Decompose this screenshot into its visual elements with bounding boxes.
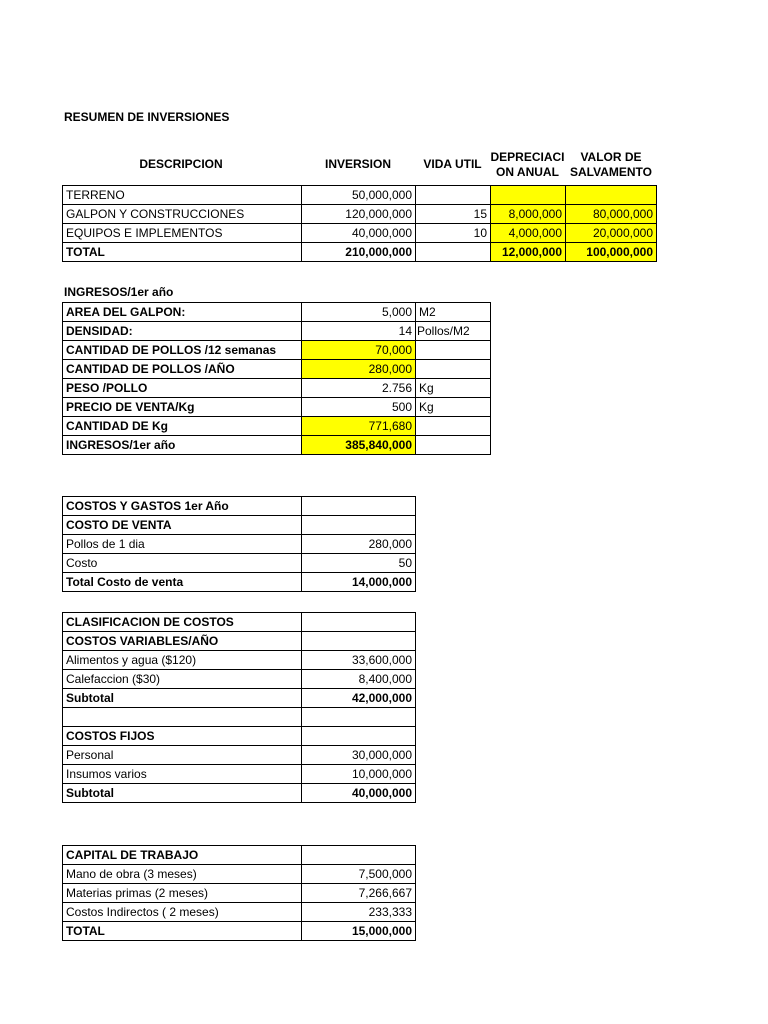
cell-label: Subtotal bbox=[63, 689, 302, 708]
cell-unit: Kg bbox=[416, 379, 491, 398]
table-row bbox=[63, 205, 657, 224]
cell-label: INGRESOS/1er año bbox=[63, 436, 302, 455]
cell-value bbox=[302, 497, 416, 516]
cell-salvamento bbox=[566, 186, 657, 205]
table-row bbox=[63, 516, 416, 535]
header-salvamento-line1: VALOR DE bbox=[580, 150, 642, 164]
cell-salvamento: 80,000,000 bbox=[566, 205, 657, 224]
table-row bbox=[63, 322, 491, 341]
cell-value: 7,266,667 bbox=[302, 884, 416, 903]
table-row bbox=[63, 765, 416, 784]
header-salvamento bbox=[566, 150, 656, 180]
cell-value: 280,000 bbox=[302, 360, 416, 379]
cell-vida bbox=[416, 186, 491, 205]
cell-label bbox=[63, 708, 302, 727]
cell-value: 7,500,000 bbox=[302, 865, 416, 884]
cell-label: CLASIFICACION DE COSTOS bbox=[63, 613, 302, 632]
costos-venta-table bbox=[62, 496, 416, 592]
table-row bbox=[63, 554, 416, 573]
cell-value: 8,400,000 bbox=[302, 670, 416, 689]
header-vida-util: VIDA UTIL bbox=[423, 157, 482, 171]
table-row-total bbox=[63, 573, 416, 592]
cell-desc: TERRENO bbox=[63, 186, 302, 205]
table-row bbox=[63, 341, 491, 360]
table-row bbox=[63, 303, 491, 322]
cell-value bbox=[302, 727, 416, 746]
table-row bbox=[63, 379, 491, 398]
header-depreciacion-line2: ON ANUAL bbox=[496, 165, 559, 179]
cell-desc: TOTAL bbox=[63, 243, 302, 262]
cell-inversion: 40,000,000 bbox=[302, 224, 416, 243]
cell-depreciacion: 12,000,000 bbox=[491, 243, 566, 262]
table-row-empty bbox=[63, 708, 416, 727]
ingresos-title: INGRESOS/1er año bbox=[64, 285, 174, 299]
table-row bbox=[63, 846, 416, 865]
cell-label: CANTIDAD DE Kg bbox=[63, 417, 302, 436]
cell-label: TOTAL bbox=[63, 922, 302, 941]
header-inversion: INVERSION bbox=[324, 157, 391, 171]
cell-depreciacion bbox=[491, 186, 566, 205]
cell-inversion: 120,000,000 bbox=[302, 205, 416, 224]
cell-unit: Kg bbox=[416, 398, 491, 417]
cell-label: Alimentos y agua ($120) bbox=[63, 651, 302, 670]
table-row bbox=[63, 903, 416, 922]
cell-value: 30,000,000 bbox=[302, 746, 416, 765]
cell-unit bbox=[416, 417, 491, 436]
cell-depreciacion: 8,000,000 bbox=[491, 205, 566, 224]
cell-vida: 10 bbox=[416, 224, 491, 243]
table-row-total bbox=[63, 922, 416, 941]
table-row bbox=[63, 613, 416, 632]
cell-label: Costos Indirectos ( 2 meses) bbox=[63, 903, 302, 922]
cell-inversion: 50,000,000 bbox=[302, 186, 416, 205]
cell-depreciacion: 4,000,000 bbox=[491, 224, 566, 243]
cell-value: 70,000 bbox=[302, 341, 416, 360]
cell-value bbox=[302, 632, 416, 651]
cell-value: 500 bbox=[302, 398, 416, 417]
cell-value: 233,333 bbox=[302, 903, 416, 922]
cell-label: Pollos de 1 dia bbox=[63, 535, 302, 554]
cell-value: 385,840,000 bbox=[302, 436, 416, 455]
ingresos-table bbox=[62, 302, 491, 455]
cell-value bbox=[302, 613, 416, 632]
cell-unit bbox=[416, 341, 491, 360]
cell-desc: EQUIPOS E IMPLEMENTOS bbox=[63, 224, 302, 243]
table-row bbox=[63, 670, 416, 689]
cell-value: 42,000,000 bbox=[302, 689, 416, 708]
cell-value: 2.756 bbox=[302, 379, 416, 398]
cell-value bbox=[302, 846, 416, 865]
cell-label: CANTIDAD DE POLLOS /AÑO bbox=[63, 360, 302, 379]
cell-label: Total Costo de venta bbox=[63, 573, 302, 592]
table-row bbox=[63, 651, 416, 670]
header-depreciacion bbox=[490, 150, 565, 180]
cell-vida: 15 bbox=[416, 205, 491, 224]
cell-value: 15,000,000 bbox=[302, 922, 416, 941]
cell-salvamento: 20,000,000 bbox=[566, 224, 657, 243]
cell-label: Costo bbox=[63, 554, 302, 573]
cell-value: 5,000 bbox=[302, 303, 416, 322]
cell-unit bbox=[416, 360, 491, 379]
cell-label: COSTOS Y GASTOS 1er Año bbox=[63, 497, 302, 516]
cell-value: 40,000,000 bbox=[302, 784, 416, 803]
cell-label: Personal bbox=[63, 746, 302, 765]
cell-label: Calefaccion ($30) bbox=[63, 670, 302, 689]
cell-label: COSTOS VARIABLES/AÑO bbox=[63, 632, 302, 651]
cell-value: 50 bbox=[302, 554, 416, 573]
cell-label: COSTOS FIJOS bbox=[63, 727, 302, 746]
table-row bbox=[63, 884, 416, 903]
header-descripcion: DESCRIPCION bbox=[139, 157, 223, 171]
cell-unit: M2 bbox=[416, 303, 491, 322]
table-row bbox=[63, 186, 657, 205]
table-row bbox=[63, 746, 416, 765]
capital-trabajo-table bbox=[62, 845, 416, 941]
cell-unit bbox=[416, 436, 491, 455]
table-row bbox=[63, 398, 491, 417]
table-row bbox=[63, 535, 416, 554]
cell-value bbox=[302, 708, 416, 727]
cell-salvamento: 100,000,000 bbox=[566, 243, 657, 262]
header-salvamento-line2: SALVAMENTO bbox=[569, 165, 652, 179]
inversiones-table bbox=[62, 185, 657, 262]
table-row bbox=[63, 417, 491, 436]
cell-label: Materias primas (2 meses) bbox=[63, 884, 302, 903]
inversiones-title: RESUMEN DE INVERSIONES bbox=[64, 110, 230, 124]
cell-value bbox=[302, 516, 416, 535]
cell-vida bbox=[416, 243, 491, 262]
cell-inversion: 210,000,000 bbox=[302, 243, 416, 262]
cell-label: PRECIO DE VENTA/Kg bbox=[63, 398, 302, 417]
table-row bbox=[63, 224, 657, 243]
table-row-total bbox=[63, 784, 416, 803]
cell-value: 771,680 bbox=[302, 417, 416, 436]
table-row bbox=[63, 360, 491, 379]
cell-label: COSTO DE VENTA bbox=[63, 516, 302, 535]
cell-label: AREA DEL GALPON: bbox=[63, 303, 302, 322]
table-row bbox=[63, 632, 416, 651]
cell-unit: Pollos/M2 bbox=[416, 322, 491, 341]
cell-label: DENSIDAD: bbox=[63, 322, 302, 341]
clasificacion-table bbox=[62, 612, 416, 803]
cell-value: 14 bbox=[302, 322, 416, 341]
cell-label: Mano de obra (3 meses) bbox=[63, 865, 302, 884]
cell-value: 33,600,000 bbox=[302, 651, 416, 670]
table-row-total bbox=[63, 436, 491, 455]
table-row bbox=[63, 727, 416, 746]
cell-value: 14,000,000 bbox=[302, 573, 416, 592]
table-row-total bbox=[63, 243, 657, 262]
table-row bbox=[63, 497, 416, 516]
cell-value: 280,000 bbox=[302, 535, 416, 554]
table-row bbox=[63, 865, 416, 884]
cell-label: CANTIDAD DE POLLOS /12 semanas bbox=[63, 341, 302, 360]
header-depreciacion-line1: DEPRECIACI bbox=[490, 150, 565, 164]
cell-desc: GALPON Y CONSTRUCCIONES bbox=[63, 205, 302, 224]
cell-label: Insumos varios bbox=[63, 765, 302, 784]
cell-label: PESO /POLLO bbox=[63, 379, 302, 398]
cell-label: Subtotal bbox=[63, 784, 302, 803]
cell-label: CAPITAL DE TRABAJO bbox=[63, 846, 302, 865]
cell-value: 10,000,000 bbox=[302, 765, 416, 784]
table-row-total bbox=[63, 689, 416, 708]
